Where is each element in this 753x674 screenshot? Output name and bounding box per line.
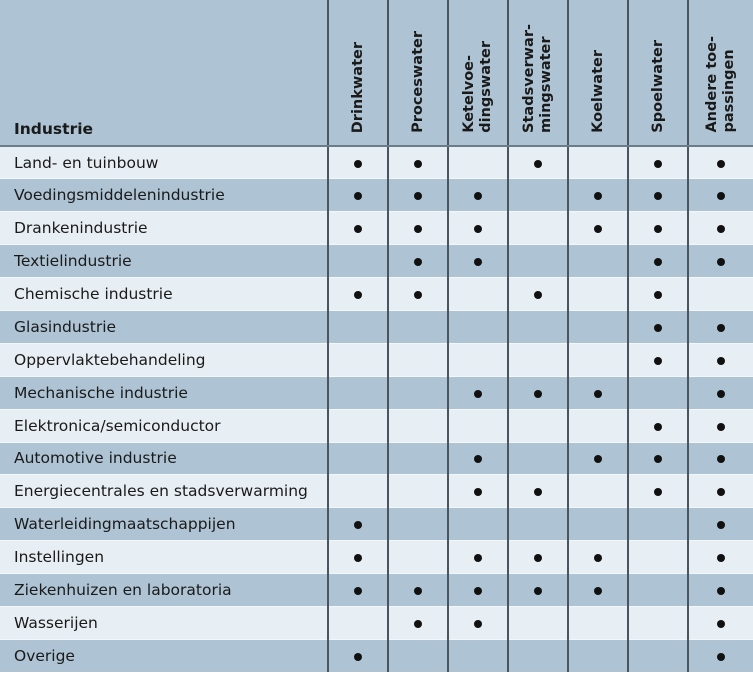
table-cell-stadsverwarmingswater bbox=[508, 606, 568, 639]
table-cell-ketelvoedingswater bbox=[448, 310, 508, 343]
table-cell-andere bbox=[688, 245, 753, 278]
table-cell-proceswater bbox=[388, 310, 448, 343]
table-cell-spoelwater bbox=[628, 442, 688, 475]
bullet-dot-icon bbox=[474, 620, 482, 628]
table-cell-andere bbox=[688, 146, 753, 179]
table-cell-koelwater bbox=[568, 442, 628, 475]
table-cell-drinkwater bbox=[328, 475, 388, 508]
table-cell-stadsverwarmingswater bbox=[508, 376, 568, 409]
table-row bbox=[0, 343, 753, 376]
table-body bbox=[0, 146, 753, 672]
bullet-dot-icon bbox=[654, 455, 662, 463]
table-cell-stadsverwarmingswater bbox=[508, 343, 568, 376]
industry-name: Land- en tuinbouw bbox=[0, 146, 328, 179]
table-cell-andere bbox=[688, 343, 753, 376]
bullet-dot-icon bbox=[594, 390, 602, 398]
bullet-dot-icon bbox=[717, 521, 725, 529]
bullet-dot-icon bbox=[414, 258, 422, 266]
bullet-dot-icon bbox=[717, 587, 725, 595]
table-cell-drinkwater bbox=[328, 541, 388, 574]
industry-name: Automotive industrie bbox=[0, 442, 328, 475]
table-cell-drinkwater bbox=[328, 146, 388, 179]
table-cell-andere bbox=[688, 409, 753, 442]
table-cell-koelwater bbox=[568, 376, 628, 409]
table-cell-koelwater bbox=[568, 310, 628, 343]
industry-name: Textielindustrie bbox=[0, 245, 328, 278]
column-header-label: Drinkwater bbox=[349, 41, 366, 133]
bullet-dot-icon bbox=[717, 653, 725, 661]
table-cell-drinkwater bbox=[328, 179, 388, 212]
table-cell-drinkwater bbox=[328, 442, 388, 475]
table-cell-koelwater bbox=[568, 245, 628, 278]
table-cell-stadsverwarmingswater bbox=[508, 409, 568, 442]
table-cell-proceswater bbox=[388, 508, 448, 541]
bullet-dot-icon bbox=[414, 160, 422, 168]
bullet-dot-icon bbox=[534, 291, 542, 299]
table-cell-ketelvoedingswater bbox=[448, 278, 508, 311]
bullet-dot-icon bbox=[534, 587, 542, 595]
table-cell-proceswater bbox=[388, 574, 448, 607]
table-cell-proceswater bbox=[388, 639, 448, 672]
table-cell-andere bbox=[688, 541, 753, 574]
table-cell-koelwater bbox=[568, 146, 628, 179]
table-cell-koelwater bbox=[568, 278, 628, 311]
table-cell-ketelvoedingswater bbox=[448, 409, 508, 442]
table-row bbox=[0, 179, 753, 212]
industry-name: Elektronica/semiconductor bbox=[0, 409, 328, 442]
column-header-drinkwater bbox=[328, 0, 388, 146]
bullet-dot-icon bbox=[717, 357, 725, 365]
bullet-dot-icon bbox=[534, 160, 542, 168]
table-cell-spoelwater bbox=[628, 146, 688, 179]
bullet-dot-icon bbox=[414, 291, 422, 299]
table-cell-proceswater bbox=[388, 278, 448, 311]
table-cell-spoelwater bbox=[628, 179, 688, 212]
table-cell-spoelwater bbox=[628, 541, 688, 574]
table-cell-koelwater bbox=[568, 212, 628, 245]
column-header-label: Andere toe- passingen bbox=[704, 36, 737, 133]
table-cell-koelwater bbox=[568, 574, 628, 607]
table-cell-andere bbox=[688, 212, 753, 245]
table-cell-spoelwater bbox=[628, 508, 688, 541]
table-cell-stadsverwarmingswater bbox=[508, 508, 568, 541]
table-cell-andere bbox=[688, 278, 753, 311]
table-cell-drinkwater bbox=[328, 343, 388, 376]
table-row bbox=[0, 475, 753, 508]
table-row bbox=[0, 212, 753, 245]
table-cell-drinkwater bbox=[328, 574, 388, 607]
bullet-dot-icon bbox=[414, 192, 422, 200]
table-row bbox=[0, 541, 753, 574]
bullet-dot-icon bbox=[717, 258, 725, 266]
table-cell-proceswater bbox=[388, 409, 448, 442]
bullet-dot-icon bbox=[717, 455, 725, 463]
table-cell-koelwater bbox=[568, 475, 628, 508]
bullet-dot-icon bbox=[594, 192, 602, 200]
table-cell-ketelvoedingswater bbox=[448, 574, 508, 607]
table-row bbox=[0, 376, 753, 409]
column-header-label: Koelwater bbox=[589, 50, 606, 133]
industry-name: Drankenindustrie bbox=[0, 212, 328, 245]
table-cell-proceswater bbox=[388, 376, 448, 409]
table-header-row bbox=[0, 0, 753, 146]
table-cell-andere bbox=[688, 310, 753, 343]
bullet-dot-icon bbox=[474, 258, 482, 266]
bullet-dot-icon bbox=[354, 653, 362, 661]
bullet-dot-icon bbox=[534, 554, 542, 562]
column-header-label: Stadsverwar- mingswater bbox=[521, 24, 554, 133]
bullet-dot-icon bbox=[717, 225, 725, 233]
bullet-dot-icon bbox=[474, 488, 482, 496]
table-cell-stadsverwarmingswater bbox=[508, 245, 568, 278]
column-header-label: Ketelvoe- dingswater bbox=[461, 41, 494, 133]
table-cell-ketelvoedingswater bbox=[448, 146, 508, 179]
bullet-dot-icon bbox=[654, 324, 662, 332]
table-cell-drinkwater bbox=[328, 376, 388, 409]
table-cell-stadsverwarmingswater bbox=[508, 475, 568, 508]
table-cell-andere bbox=[688, 606, 753, 639]
bullet-dot-icon bbox=[717, 554, 725, 562]
industry-name: Glasindustrie bbox=[0, 310, 328, 343]
bullet-dot-icon bbox=[594, 554, 602, 562]
bullet-dot-icon bbox=[717, 488, 725, 496]
bullet-dot-icon bbox=[414, 225, 422, 233]
bullet-dot-icon bbox=[354, 160, 362, 168]
table-cell-spoelwater bbox=[628, 639, 688, 672]
bullet-dot-icon bbox=[474, 390, 482, 398]
table-row bbox=[0, 574, 753, 607]
table-cell-stadsverwarmingswater bbox=[508, 310, 568, 343]
table-cell-drinkwater bbox=[328, 508, 388, 541]
table-cell-proceswater bbox=[388, 146, 448, 179]
bullet-dot-icon bbox=[474, 455, 482, 463]
table-row bbox=[0, 278, 753, 311]
bullet-dot-icon bbox=[654, 192, 662, 200]
table-cell-andere bbox=[688, 639, 753, 672]
column-header-andere-toepassingen bbox=[688, 0, 753, 146]
table-cell-proceswater bbox=[388, 442, 448, 475]
table-cell-ketelvoedingswater bbox=[448, 606, 508, 639]
table-cell-spoelwater bbox=[628, 475, 688, 508]
table-cell-drinkwater bbox=[328, 278, 388, 311]
bullet-dot-icon bbox=[654, 258, 662, 266]
table-cell-koelwater bbox=[568, 639, 628, 672]
table-cell-andere bbox=[688, 508, 753, 541]
table-cell-spoelwater bbox=[628, 409, 688, 442]
table-cell-koelwater bbox=[568, 508, 628, 541]
table-cell-stadsverwarmingswater bbox=[508, 574, 568, 607]
bullet-dot-icon bbox=[717, 390, 725, 398]
table-cell-proceswater bbox=[388, 245, 448, 278]
industry-name: Mechanische industrie bbox=[0, 376, 328, 409]
bullet-dot-icon bbox=[717, 324, 725, 332]
table-cell-koelwater bbox=[568, 409, 628, 442]
table-row bbox=[0, 409, 753, 442]
table-cell-proceswater bbox=[388, 541, 448, 574]
bullet-dot-icon bbox=[534, 488, 542, 496]
column-header-stadsverwarmingswater bbox=[508, 0, 568, 146]
bullet-dot-icon bbox=[717, 192, 725, 200]
table-cell-drinkwater bbox=[328, 212, 388, 245]
table-cell-drinkwater bbox=[328, 409, 388, 442]
bullet-dot-icon bbox=[414, 587, 422, 595]
table-cell-koelwater bbox=[568, 606, 628, 639]
bullet-dot-icon bbox=[594, 455, 602, 463]
column-header-proceswater bbox=[388, 0, 448, 146]
column-header-label: Proceswater bbox=[409, 31, 426, 133]
table-cell-koelwater bbox=[568, 343, 628, 376]
column-header-spoelwater bbox=[628, 0, 688, 146]
bullet-dot-icon bbox=[474, 587, 482, 595]
industry-column-header: Industrie bbox=[0, 0, 328, 146]
table-cell-ketelvoedingswater bbox=[448, 179, 508, 212]
column-header-label: Spoelwater bbox=[649, 40, 666, 133]
industry-name: Wasserijen bbox=[0, 606, 328, 639]
table-cell-drinkwater bbox=[328, 310, 388, 343]
table-cell-andere bbox=[688, 475, 753, 508]
bullet-dot-icon bbox=[474, 225, 482, 233]
table-cell-drinkwater bbox=[328, 639, 388, 672]
table-cell-spoelwater bbox=[628, 606, 688, 639]
table-cell-andere bbox=[688, 179, 753, 212]
table-row bbox=[0, 442, 753, 475]
table-cell-spoelwater bbox=[628, 245, 688, 278]
bullet-dot-icon bbox=[654, 488, 662, 496]
table-cell-drinkwater bbox=[328, 606, 388, 639]
bullet-dot-icon bbox=[594, 587, 602, 595]
column-header-koelwater bbox=[568, 0, 628, 146]
bullet-dot-icon bbox=[717, 620, 725, 628]
column-header-ketelvoedingswater bbox=[448, 0, 508, 146]
table-cell-spoelwater bbox=[628, 212, 688, 245]
table-cell-spoelwater bbox=[628, 310, 688, 343]
table-cell-proceswater bbox=[388, 475, 448, 508]
table-cell-ketelvoedingswater bbox=[448, 508, 508, 541]
bullet-dot-icon bbox=[354, 587, 362, 595]
industry-name: Waterleidingmaatschappijen bbox=[0, 508, 328, 541]
table-cell-ketelvoedingswater bbox=[448, 541, 508, 574]
bullet-dot-icon bbox=[474, 554, 482, 562]
industry-name: Voedingsmiddelenindustrie bbox=[0, 179, 328, 212]
table-row bbox=[0, 606, 753, 639]
industry-name: Ziekenhuizen en laboratoria bbox=[0, 574, 328, 607]
bullet-dot-icon bbox=[474, 192, 482, 200]
table-cell-drinkwater bbox=[328, 245, 388, 278]
table-cell-ketelvoedingswater bbox=[448, 245, 508, 278]
bullet-dot-icon bbox=[717, 160, 725, 168]
bullet-dot-icon bbox=[654, 291, 662, 299]
table-row bbox=[0, 310, 753, 343]
table-row bbox=[0, 245, 753, 278]
bullet-dot-icon bbox=[354, 225, 362, 233]
bullet-dot-icon bbox=[354, 192, 362, 200]
table-cell-proceswater bbox=[388, 179, 448, 212]
bullet-dot-icon bbox=[654, 225, 662, 233]
industry-name: Overige bbox=[0, 639, 328, 672]
bullet-dot-icon bbox=[654, 423, 662, 431]
table-cell-spoelwater bbox=[628, 343, 688, 376]
table-cell-stadsverwarmingswater bbox=[508, 639, 568, 672]
bullet-dot-icon bbox=[654, 357, 662, 365]
table-cell-proceswater bbox=[388, 212, 448, 245]
table-cell-spoelwater bbox=[628, 278, 688, 311]
table-cell-stadsverwarmingswater bbox=[508, 146, 568, 179]
table-row bbox=[0, 146, 753, 179]
bullet-dot-icon bbox=[354, 554, 362, 562]
table-cell-proceswater bbox=[388, 606, 448, 639]
table-cell-stadsverwarmingswater bbox=[508, 212, 568, 245]
industry-name: Chemische industrie bbox=[0, 278, 328, 311]
table-cell-stadsverwarmingswater bbox=[508, 179, 568, 212]
table-cell-ketelvoedingswater bbox=[448, 212, 508, 245]
industry-name: Oppervlaktebehandeling bbox=[0, 343, 328, 376]
table-cell-koelwater bbox=[568, 541, 628, 574]
table-cell-spoelwater bbox=[628, 574, 688, 607]
bullet-dot-icon bbox=[654, 160, 662, 168]
industry-name: Energiecentrales en stadsverwarming bbox=[0, 475, 328, 508]
table-cell-andere bbox=[688, 376, 753, 409]
table-cell-andere bbox=[688, 574, 753, 607]
table-cell-ketelvoedingswater bbox=[448, 639, 508, 672]
table-cell-stadsverwarmingswater bbox=[508, 541, 568, 574]
table-cell-ketelvoedingswater bbox=[448, 475, 508, 508]
table-cell-ketelvoedingswater bbox=[448, 442, 508, 475]
table-row bbox=[0, 639, 753, 672]
table-cell-stadsverwarmingswater bbox=[508, 278, 568, 311]
table-cell-stadsverwarmingswater bbox=[508, 442, 568, 475]
bullet-dot-icon bbox=[594, 225, 602, 233]
table-cell-ketelvoedingswater bbox=[448, 343, 508, 376]
bullet-dot-icon bbox=[534, 390, 542, 398]
table-cell-spoelwater bbox=[628, 376, 688, 409]
bullet-dot-icon bbox=[414, 620, 422, 628]
table-cell-ketelvoedingswater bbox=[448, 376, 508, 409]
table-cell-koelwater bbox=[568, 179, 628, 212]
bullet-dot-icon bbox=[717, 423, 725, 431]
table-row bbox=[0, 508, 753, 541]
industry-name: Instellingen bbox=[0, 541, 328, 574]
bullet-dot-icon bbox=[354, 291, 362, 299]
table-cell-andere bbox=[688, 442, 753, 475]
bullet-dot-icon bbox=[354, 521, 362, 529]
table-cell-proceswater bbox=[388, 343, 448, 376]
